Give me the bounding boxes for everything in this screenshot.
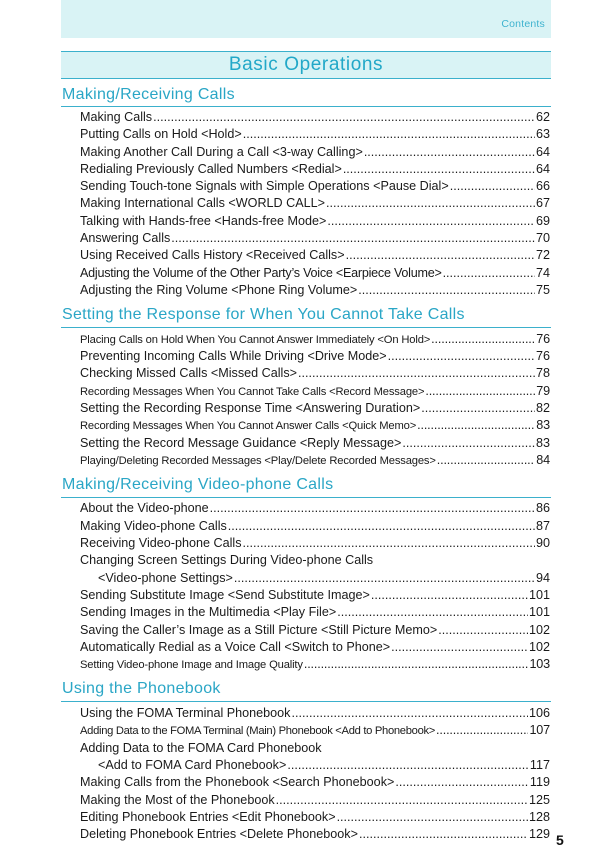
leader-dots: [337, 604, 528, 621]
toc-entry-page: 129: [528, 827, 550, 841]
toc-entry-page: 69: [535, 214, 550, 228]
toc-entry[interactable]: [80, 622, 550, 639]
toc-entry-title: <Add to FOMA Card Phonebook>: [98, 758, 287, 772]
toc-entry[interactable]: [80, 604, 550, 621]
leader-dots: [171, 230, 535, 247]
toc-entry-title: Sending Images in the Multimedia <Play File>: [80, 605, 337, 619]
toc-entry-title: Setting the Record Message Guidance <Reply Message>: [80, 436, 402, 450]
toc-entry-title: Saving the Caller’s Image as a Still Picture <Still Picture Memo>: [80, 623, 438, 637]
toc-entry[interactable]: [80, 722, 550, 739]
toc-entry-title: Recording Messages When You Cannot Answer Calls <Quick Memo>: [80, 420, 417, 432]
leader-dots: [437, 452, 536, 469]
toc-entry[interactable]: [80, 331, 550, 348]
toc-entry-title: Making Video-phone Calls: [80, 519, 227, 533]
leader-dots: [228, 518, 535, 535]
leader-dots: [402, 435, 535, 452]
leader-dots: [243, 126, 535, 143]
section-heading-response-settings: Setting the Response for When You Cannot Take Calls: [62, 306, 465, 323]
toc-entry[interactable]: [80, 144, 550, 161]
toc-entry-title: Preventing Incoming Calls While Driving <Drive Mode>: [80, 349, 387, 363]
toc-entry-page: 94: [535, 571, 550, 585]
toc-entry-page: 90: [535, 536, 550, 550]
toc-entry-page: 87: [535, 519, 550, 533]
toc-entry-page: 67: [535, 196, 550, 210]
toc-entry-title: Talking with Hands-free <Hands-free Mode>: [80, 214, 327, 228]
toc-entry-title: Using Received Calls History <Received Calls>: [80, 248, 345, 262]
toc-entry-title: Adding Data to the FOMA Card Phonebook: [80, 741, 322, 755]
toc-entry-page: 106: [528, 706, 550, 720]
toc-entry[interactable]: [80, 178, 550, 195]
toc-entry-title: Adding Data to the FOMA Terminal (Main) Phonebook <Add to Phonebook>: [80, 725, 436, 737]
toc-entry-page: 74: [535, 266, 550, 280]
leader-dots: [438, 622, 528, 639]
toc-entry[interactable]: [80, 213, 550, 230]
leader-dots: [450, 178, 535, 195]
leader-dots: [326, 195, 535, 212]
toc-entry-page: 102: [528, 640, 550, 654]
toc-entry-page: 102: [528, 623, 550, 637]
toc-entry[interactable]: [80, 126, 550, 143]
toc-entry-title: Making Calls: [80, 110, 153, 124]
leader-dots: [431, 331, 535, 348]
toc-entry-page: 63: [535, 127, 550, 141]
leader-dots: [153, 109, 535, 126]
toc-entry-page: 119: [529, 775, 550, 789]
toc-entry-title: Making Another Call During a Call <3-way Calling>: [80, 145, 363, 159]
toc-entry-page: 75: [535, 283, 550, 297]
toc-entry[interactable]: [80, 705, 550, 722]
toc-entry-page: 101: [528, 605, 550, 619]
toc-entry-title: Setting the Recording Response Time <Answering Duration>: [80, 401, 421, 415]
toc-entry[interactable]: [80, 247, 550, 264]
toc-entry-page: 78: [535, 366, 550, 380]
toc-entry[interactable]: [80, 587, 550, 604]
toc-entry[interactable]: [80, 500, 550, 517]
toc-entry-title: Redialing Previously Called Numbers <Redial>: [80, 162, 342, 176]
toc-entry-page: 107: [529, 723, 550, 737]
toc-entry-title: Adjusting the Ring Volume <Phone Ring Volume>: [80, 283, 358, 297]
toc-entry-title: Deleting Phonebook Entries <Delete Phonebook>: [80, 827, 358, 841]
toc-entry-page: 84: [536, 453, 550, 467]
toc-entry[interactable]: [80, 109, 550, 126]
toc-entry-title: Sending Touch-tone Signals with Simple Operations <Pause Dial>: [80, 179, 449, 193]
toc-entry-page: 79: [536, 384, 550, 398]
toc-entry-title: Placing Calls on Hold When You Cannot Answer Immediately <On Hold>: [80, 334, 431, 346]
leader-dots: [337, 809, 528, 826]
leader-dots: [358, 282, 535, 299]
toc-entry-title: Using the FOMA Terminal Phonebook: [80, 706, 291, 720]
leader-dots: [291, 705, 528, 722]
toc-entry[interactable]: [80, 639, 550, 656]
toc-entry[interactable]: [80, 365, 550, 382]
header-bar: [61, 0, 551, 38]
toc-entry[interactable]: [98, 757, 550, 774]
toc-entry[interactable]: [80, 417, 550, 434]
toc-entry-title: About the Video-phone: [80, 501, 209, 515]
toc-entry[interactable]: [80, 740, 550, 757]
leader-dots: [425, 383, 535, 400]
toc-entry-title: Automatically Redial as a Voice Call <Switch to Phone>: [80, 640, 391, 654]
leader-dots: [417, 417, 535, 434]
section-heading-phonebook: Using the Phonebook: [62, 680, 221, 697]
toc-entry[interactable]: [80, 435, 550, 452]
toc-entry[interactable]: [80, 552, 550, 569]
toc-entry-page: 86: [535, 501, 550, 515]
leader-dots: [243, 535, 535, 552]
section-heading-making-receiving-calls: Making/Receiving Calls: [62, 86, 235, 103]
toc-entry-title: Adjusting the Volume of the Other Party’s Voice <Earpiece Volume>: [80, 266, 442, 280]
toc-entry-page: 76: [536, 332, 550, 346]
leader-dots: [436, 722, 528, 739]
toc-entry-page: 117: [529, 758, 550, 772]
toc-entry-page: 72: [535, 248, 550, 262]
toc-entry-title: Receiving Video-phone Calls: [80, 536, 242, 550]
leader-dots: [443, 265, 535, 282]
toc-entry-title: Playing/Deleting Recorded Messages <Play/Delete Recorded Messages>: [80, 455, 436, 467]
toc-entry[interactable]: [80, 452, 550, 469]
leader-dots: [276, 792, 528, 809]
toc-entry[interactable]: [80, 656, 550, 673]
leader-dots: [346, 247, 535, 264]
section-heading-video-phone: Making/Receiving Video-phone Calls: [62, 476, 334, 493]
section-divider: [61, 327, 551, 328]
leader-dots: [298, 365, 535, 382]
leader-dots: [364, 144, 535, 161]
toc-entry-page: 125: [528, 793, 550, 807]
toc-entry[interactable]: [80, 383, 550, 400]
toc-entry[interactable]: [80, 826, 550, 843]
leader-dots: [359, 826, 528, 843]
section-divider: [61, 106, 551, 107]
toc-entry-title: Making the Most of the Phonebook: [80, 793, 275, 807]
toc-entry-title: Making Calls from the Phonebook <Search Phonebook>: [80, 775, 395, 789]
toc-entry-page: 101: [528, 588, 550, 602]
toc-entry[interactable]: [80, 809, 550, 826]
toc-entry[interactable]: [80, 535, 550, 552]
toc-entry[interactable]: [80, 400, 550, 417]
leader-dots: [304, 656, 529, 673]
toc-entry[interactable]: [80, 282, 550, 299]
toc-entry-title: <Video-phone Settings>: [98, 571, 233, 585]
toc-entry-page: 82: [535, 401, 550, 415]
leader-dots: [421, 400, 535, 417]
toc-entry-title: Putting Calls on Hold <Hold>: [80, 127, 242, 141]
page-number: 5: [556, 832, 564, 848]
leader-dots: [343, 161, 535, 178]
toc-entry-title: Recording Messages When You Cannot Take Calls <Record Message>: [80, 386, 425, 398]
toc-entry[interactable]: [80, 774, 550, 791]
toc-entry[interactable]: [80, 792, 550, 809]
section-divider: [61, 701, 551, 702]
leader-dots: [395, 774, 529, 791]
leader-dots: [210, 500, 535, 517]
toc-entry-title: Sending Substitute Image <Send Substitute Image>: [80, 588, 370, 602]
leader-dots: [391, 639, 528, 656]
leader-dots: [388, 348, 535, 365]
toc-entry-page: 64: [535, 145, 550, 159]
toc-entry-title: Changing Screen Settings During Video-phone Calls: [80, 553, 374, 567]
toc-entry[interactable]: [80, 348, 550, 365]
toc-entry-title: Answering Calls: [80, 231, 171, 245]
toc-entry[interactable]: [80, 230, 550, 247]
toc-entry-page: 70: [535, 231, 550, 245]
leader-dots: [327, 213, 535, 230]
toc-entry[interactable]: [80, 265, 550, 282]
toc-entry[interactable]: [80, 518, 550, 535]
toc-entry-title: Making International Calls <WORLD CALL>: [80, 196, 325, 210]
leader-dots: [287, 757, 529, 774]
leader-dots: [234, 570, 535, 587]
toc-entry[interactable]: [98, 570, 550, 587]
toc-entry-page: 76: [535, 349, 550, 363]
toc-entry-page: 64: [535, 162, 550, 176]
contents-label[interactable]: Contents: [501, 18, 545, 30]
toc-entry-page: 62: [535, 110, 550, 124]
toc-entry-page: 128: [528, 810, 550, 824]
toc-entry-page: 103: [529, 657, 550, 671]
section-divider: [61, 497, 551, 498]
toc-entry-title: Editing Phonebook Entries <Edit Phonebook>: [80, 810, 336, 824]
toc-entry-page: 66: [535, 179, 550, 193]
toc-entry[interactable]: [80, 195, 550, 212]
toc-entry-page: 83: [536, 418, 550, 432]
toc-entry[interactable]: [80, 161, 550, 178]
toc-entry-title: Checking Missed Calls <Missed Calls>: [80, 366, 297, 380]
toc-entry-title: Setting Video-phone Image and Image Quality: [80, 659, 303, 671]
leader-dots: [371, 587, 528, 604]
toc-entry-page: 83: [535, 436, 550, 450]
chapter-title: Basic Operations: [61, 51, 551, 79]
